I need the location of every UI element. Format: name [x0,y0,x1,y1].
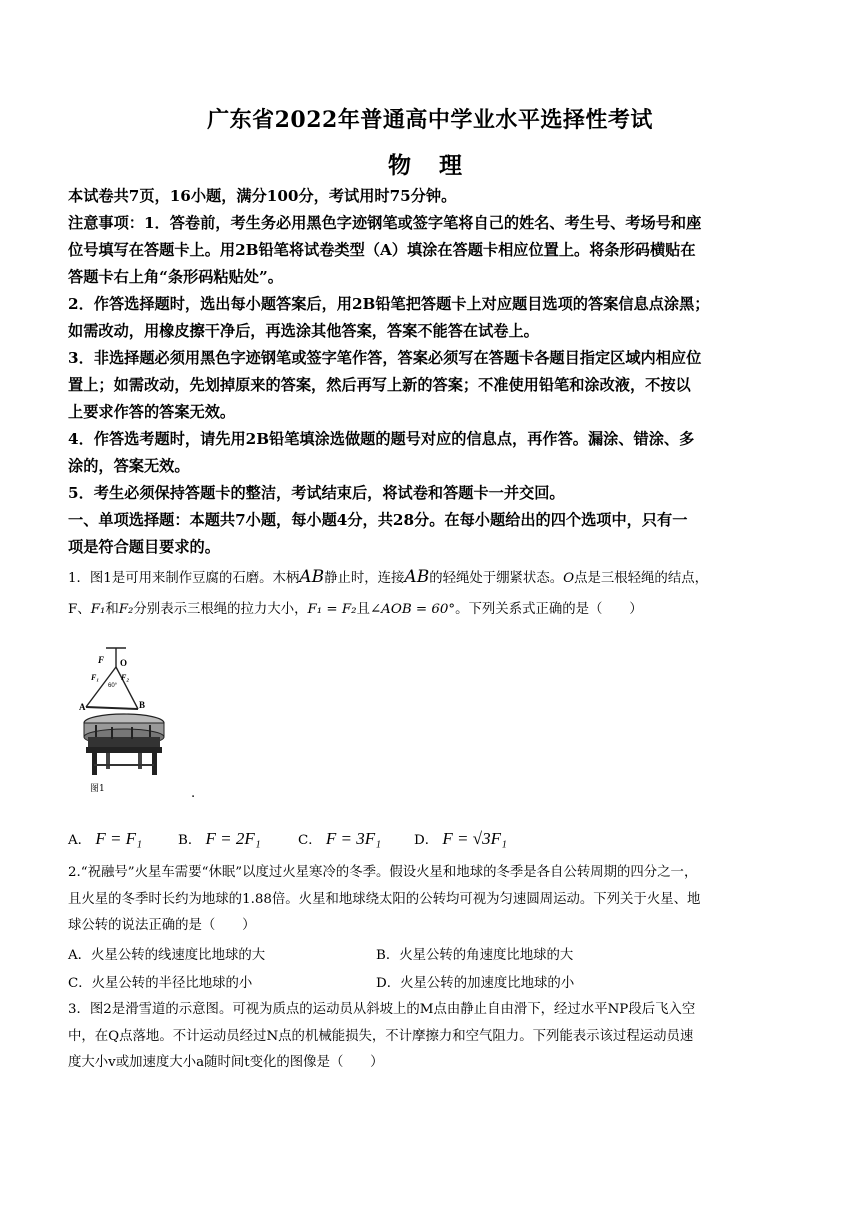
q1-text: 且 [356,602,370,617]
q1-ab: AB [299,567,325,587]
q1-f1: F₁ [90,602,106,617]
q1-text: 静止时，连接 [324,571,405,586]
figure-trailing-dot: . [191,786,196,801]
figure-1-caption: 图1 [90,784,105,794]
q1-point-o: O [563,571,575,586]
note-4-line-2: 涂的，答案无效。 [68,457,190,475]
subject-title: 物 理 [387,152,472,179]
q1-text: 分别表示三根绳的拉力大小， [133,602,308,617]
note-3-line-2: 置上；如需改动，先划掉原来的答案，然后再写上新的答案；不准使用铅笔和涂改液，不按以 [68,376,691,394]
fig-label-f: F [98,655,105,665]
note-5: 5．考生必须保持答题卡的整洁，考试结束后，将试卷和答题卡一并交回。 [68,484,565,502]
q1-option-d-equation: F = √3F₁ [442,829,507,848]
q1-text: 点是三根轻绳的结点， [574,571,708,586]
fig-label-o: O [120,658,128,668]
fig-label-b: B [139,700,146,710]
fig-label-f1: F₁ [91,673,100,682]
q1-angle: ∠AOB = 60° [369,602,456,617]
q2-option-d: D．火星公转的加速度比地球的小 [376,976,575,991]
q1-ab: AB [404,567,430,587]
q1-option-d: D． F = √3F₁ [414,829,507,848]
q3-line-3: 度大小v或加速度大小a随时间t变化的图像是（ ） [68,1055,384,1070]
q1-condition: F₁ = F₂ [307,602,357,617]
note-4-line-1: 4．作答选考题时，请先用2B铅笔填涂选做题的题号对应的信息点，再作答。漏涂、错涂、多 [68,430,695,448]
q1-text: F、 [68,602,91,617]
q1-line-1 [68,564,798,592]
fig-label-angle: 60° [108,683,118,689]
exam-title: 广东省2022年普通高中学业水平选择性考试 [207,107,653,133]
q1-option-a: A． F = F₁ [68,829,142,848]
fig-label-f2: F₂ [121,673,130,682]
q1-line-2 [68,597,798,623]
note-2-line-1: 2．作答选择题时，选出每小题答案后，用2B铅笔把答题卡上对应题目选项的答案信息点涂黑； [68,295,710,313]
q1-option-c: C． F = 3F₁ [298,829,382,848]
note-1-line-3: 答题卡右上角“条形码粘贴处”。 [68,268,283,286]
q2-option-b: B．火星公转的角速度比地球的大 [376,948,574,963]
q1-f2: F₂ [118,602,134,617]
q1-text: 和 [105,602,119,617]
q1-option-b: B． F = 2F₁ [178,829,261,848]
q1-text: 。下列关系式正确的是（ ） [455,602,643,617]
section-1-line-1: 一、单项选择题：本题共7小题，每小题4分，共28分。在每小题给出的四个选项中，只有一 [68,511,688,529]
q2-line-1: 2.“祝融号”火星车需要“休眠”以度过火星寒冷的冬季。假设火星和地球的冬季是各自公转周期的四分之一， [68,865,698,880]
figure-1-stone-mill [76,645,172,795]
q2-option-c: C．火星公转的半径比地球的小 [68,976,253,991]
q2-option-a: A．火星公转的线速度比地球的大 [68,948,266,963]
note-3-line-3: 上要求作答的答案无效。 [68,403,236,421]
q1-option-a-equation: F = F₁ [95,829,142,848]
q2-line-3: 球公转的说法正确的是（ ） [68,918,256,933]
section-1-line-2: 项是符合题目要求的。 [68,538,220,556]
note-1-line-1: 注意事项：1．答卷前，考生务必用黑色字迹钢笔或签字笔将自己的姓名、考生号、考场号和座 [68,214,702,232]
q1-option-b-equation: F = 2F₁ [205,829,261,848]
q1-text: 的轻绳处于绷紧状态。 [429,571,564,586]
q3-line-1: 3．图2是滑雪道的示意图。可视为质点的运动员从斜坡上的M点由静止自由滑下，经过水平NP段后飞入空 [68,1002,696,1017]
fig-label-a: A [79,702,86,712]
q2-line-2: 且火星的冬季时长约为地球的1.88倍。火星和地球绕太阳的公转均可视为匀速圆周运动。下列关于火星、地 [68,892,701,907]
q1-option-c-equation: F = 3F₁ [325,829,382,848]
note-3-line-1: 3．非选择题必须用黑色字迹钢笔或签字笔作答，答案必须写在答题卡各题目指定区域内相应位 [68,349,702,367]
q1-text: 1．图1是可用来制作豆腐的石磨。木柄 [68,571,300,586]
exam-intro: 本试卷共7页，16小题，满分100分，考试用时75分钟。 [68,187,457,205]
note-1-line-2: 位号填写在答题卡上。用2B铅笔将试卷类型（A）填涂在答题卡相应位置上。将条形码横贴在 [68,241,696,259]
q3-line-2: 中，在Q点落地。不计运动员经过N点的机械能损失，不计摩擦力和空气阻力。下列能表示该过程运动员速 [68,1029,694,1044]
note-2-line-2: 如需改动，用橡皮擦干净后，再选涂其他答案，答案不能答在试卷上。 [68,322,539,340]
